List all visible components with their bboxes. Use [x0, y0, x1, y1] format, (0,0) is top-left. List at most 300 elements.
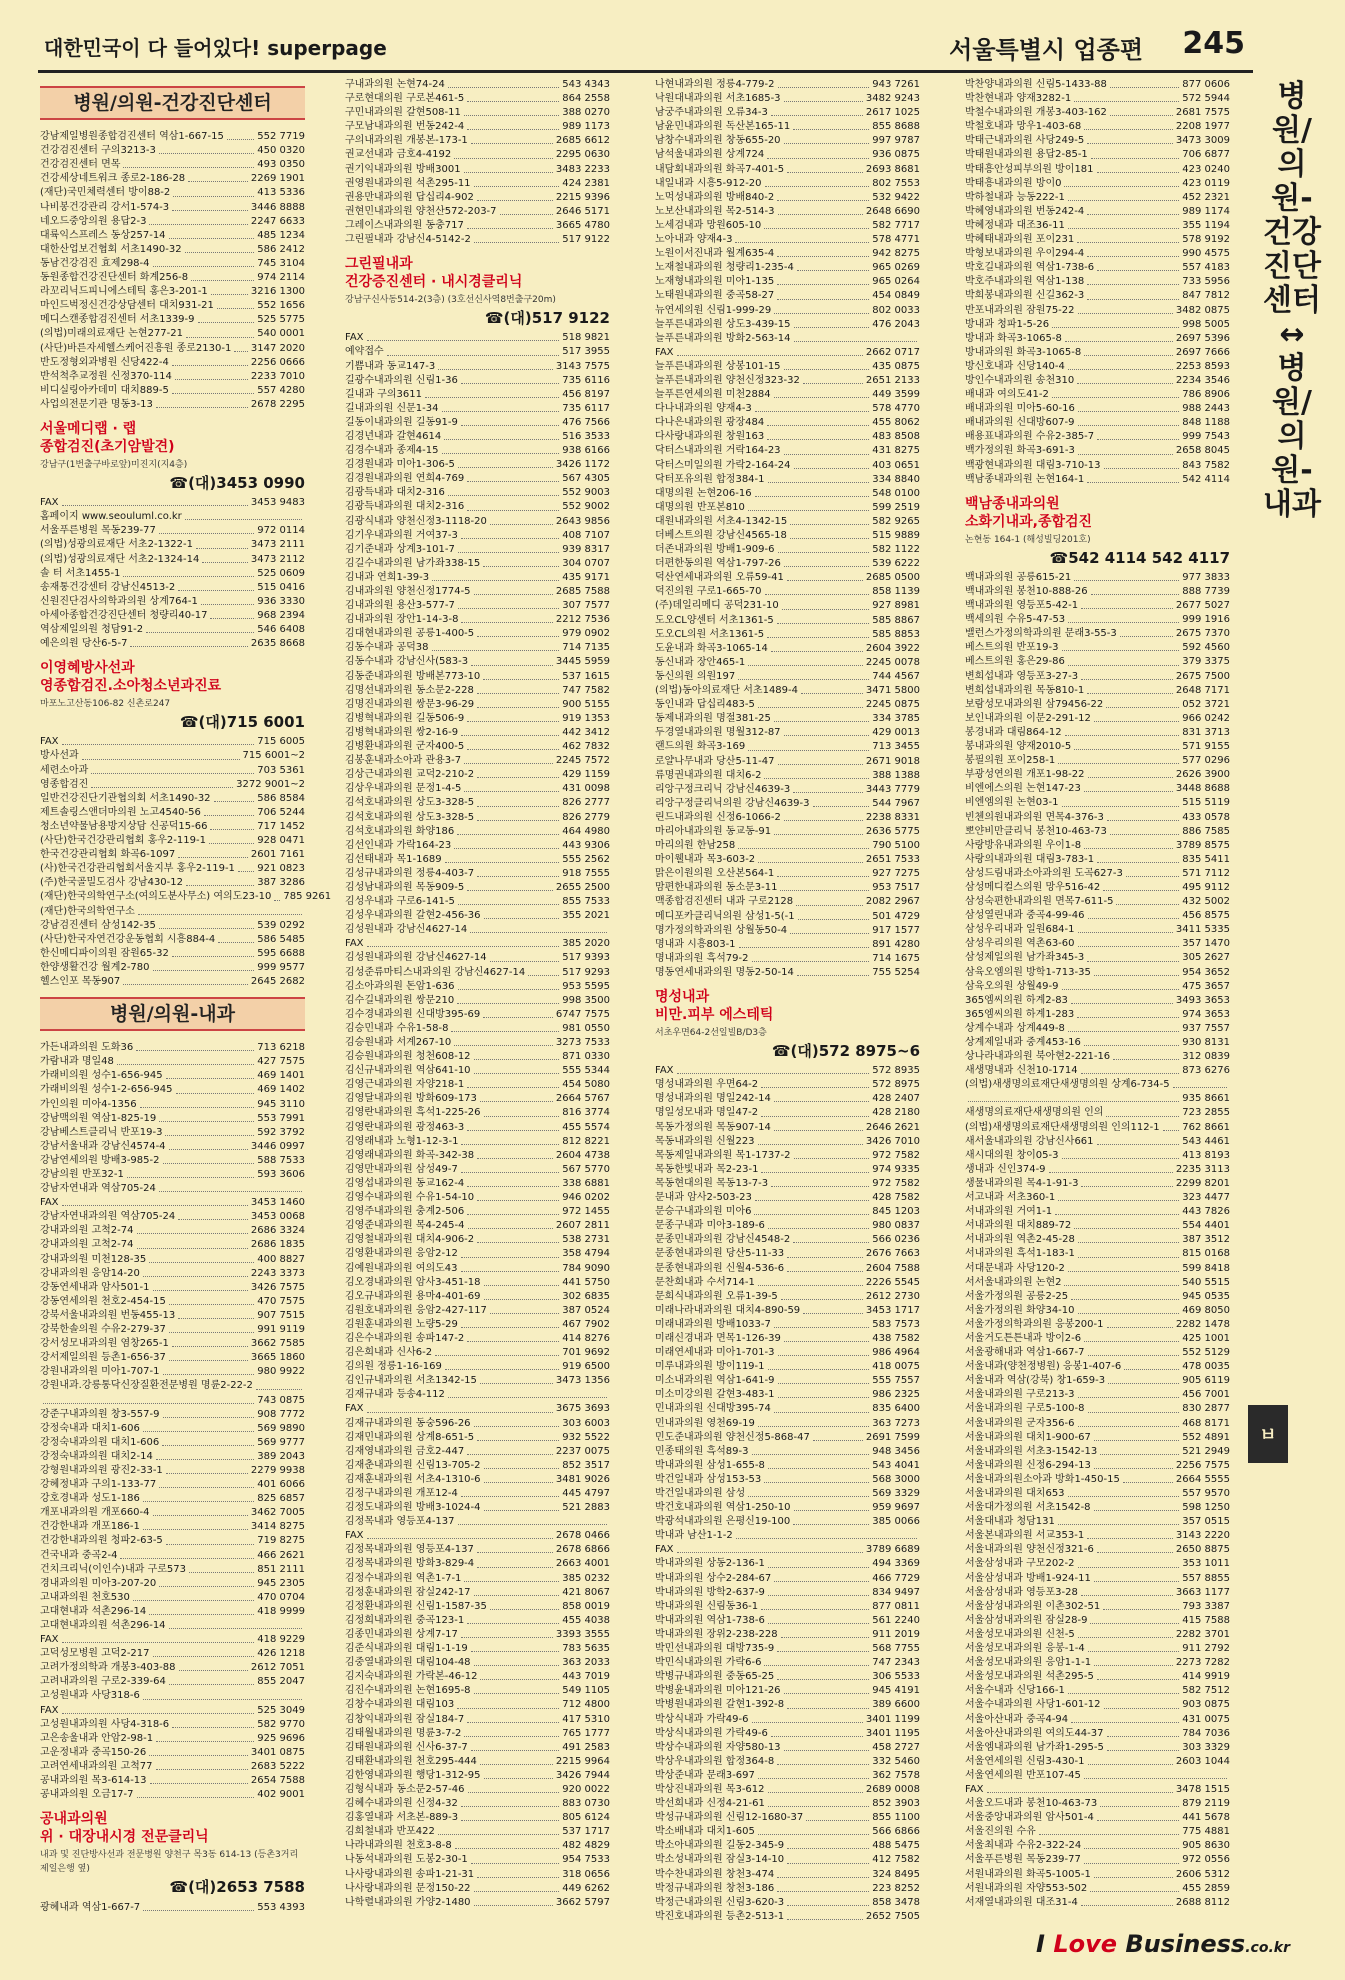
- leader-dots: [185, 510, 302, 520]
- listing-phone: 429 0013: [872, 727, 920, 739]
- listing-name: 박병규내과의원 중동65-25: [655, 1671, 775, 1683]
- listing-phone: 939 8317: [562, 543, 610, 555]
- listing-name: 서울성모내과의원 응암1-1-1: [965, 1657, 1092, 1669]
- leader-dots: [474, 1064, 560, 1074]
- leader-dots: [150, 1774, 248, 1784]
- leader-dots: [787, 1698, 869, 1708]
- listing-name: 문희식내과의원 오류1-39-5: [655, 1290, 778, 1302]
- page-header: [38, 26, 1253, 73]
- listing-name: (의법)새생명의료재단새생명의원 인의112-1: [965, 1121, 1160, 1133]
- listing-row: [40, 1210, 305, 1224]
- listing-row: [345, 233, 610, 247]
- listing-name: 미래내과의원 방배1033-7: [655, 1318, 771, 1330]
- listing-name: 365엠씨의원 하계2-83: [965, 994, 1068, 1006]
- leader-dots: [458, 599, 559, 609]
- listing-phone: 735 6116: [562, 374, 610, 386]
- listing-name: 미래나라내과의원 대치4-890-59: [655, 1304, 801, 1316]
- listing-row: [345, 1868, 610, 1882]
- leader-dots: [787, 1896, 869, 1906]
- listing-row: [40, 1069, 305, 1083]
- listing-phone: 744 4567: [872, 670, 920, 682]
- listing-name: 서울성모내과의원 응봉-1-4: [965, 1643, 1085, 1655]
- listing-row: [40, 1788, 305, 1802]
- leader-dots: [123, 567, 254, 577]
- listing-name: 남창수내과의원 창동655-20: [655, 135, 781, 147]
- listing-row: [40, 1450, 305, 1464]
- listing-phone: 877 0811: [872, 1600, 920, 1612]
- listing-phone: 2606 5312: [1175, 1868, 1230, 1880]
- leader-dots: [1120, 627, 1173, 637]
- listing-phone: 717 1452: [257, 820, 305, 832]
- listing-phone: 2612 7051: [250, 1662, 305, 1674]
- listing-name: 박소배내과 대치1-605: [655, 1826, 755, 1838]
- listing-name: 구민내과의원 갈현508-11: [345, 107, 461, 119]
- listing-row: [345, 1374, 610, 1388]
- leader-dots: [484, 1501, 560, 1511]
- listing-row: [655, 275, 920, 289]
- leader-dots: [120, 1549, 254, 1559]
- leader-dots: [768, 473, 870, 483]
- listing-row: [345, 684, 610, 698]
- listing-phone: 598 1250: [1182, 1502, 1230, 1514]
- listing-phone: 332 5460: [872, 1755, 920, 1767]
- listing-row: [655, 1684, 920, 1698]
- listing-name: 동남건강검진 효제298-4: [40, 257, 150, 269]
- listing-row: [40, 496, 305, 510]
- listing-name: (재단)한국의학연구소(여의도분사무소) 여의도23-10: [40, 891, 272, 903]
- leader-dots: [474, 1896, 553, 1906]
- listing-phone: 999 1916: [1182, 614, 1230, 626]
- listing-phone: 428 2180: [872, 1107, 920, 1119]
- listing-name: 서내과의원 거여1-1: [965, 1206, 1053, 1218]
- leader-dots: [758, 1417, 869, 1427]
- listing-phone: 2678 6866: [555, 1544, 610, 1556]
- listing-row: [345, 416, 610, 430]
- listing-row: [655, 1262, 920, 1276]
- listing-row: [345, 1092, 610, 1106]
- index-tab[interactable]: ㅂ: [1248, 1405, 1288, 1463]
- listing-name: 나사랑내과의원 문정150-22: [345, 1882, 471, 1894]
- leader-dots: [169, 1619, 302, 1629]
- listing-row: [965, 1797, 1230, 1811]
- listing-row: [965, 627, 1230, 641]
- leader-dots: [178, 848, 248, 858]
- leader-dots: [162, 1436, 254, 1446]
- listing-phone: 488 5475: [872, 1840, 920, 1852]
- listing-phone: 052 3721: [1182, 698, 1230, 710]
- leader-dots: [771, 642, 863, 652]
- listing-phone: 586 2412: [257, 243, 305, 255]
- listing-name: 서울오드내과 봉천10-463-73: [965, 1798, 1098, 1810]
- listing-name: 서울아산내과 중곡4-94: [965, 1713, 1069, 1725]
- leader-dots: [480, 1755, 553, 1765]
- leader-dots: [1173, 1078, 1227, 1088]
- leader-dots: [1084, 1769, 1227, 1779]
- leader-dots: [1081, 1896, 1173, 1906]
- listing-row: [345, 867, 610, 881]
- leader-dots: [793, 1515, 869, 1525]
- leader-dots: [467, 219, 553, 229]
- leader-dots: [764, 769, 869, 779]
- listing-row: [345, 1797, 610, 1811]
- listing-row: [965, 1177, 1230, 1191]
- listing-name: 삼육오의원 상월49-9: [965, 980, 1059, 992]
- leader-dots: [1084, 120, 1173, 130]
- listing-row: [345, 641, 610, 655]
- listing-row: [965, 1036, 1230, 1050]
- listing-name: 명일성모내과 명일47-2: [655, 1107, 759, 1119]
- leader-dots: [274, 890, 280, 900]
- listing-name: 도오CL의원 서초1361-5: [655, 628, 765, 640]
- listing-name: 기쁨내과 동교147-3: [345, 360, 436, 372]
- listing-phone: 387 3286: [257, 877, 305, 889]
- leader-dots: [191, 271, 254, 281]
- listing-phone: 2663 4001: [555, 1558, 610, 1570]
- listing-name: 김선인내과 가락164-23: [345, 839, 452, 851]
- listing-name: 박상우내과의원 합정364-8: [655, 1755, 775, 1767]
- listing-row: [40, 595, 305, 609]
- listing-name: 대륙익스프레스 동상257-14: [40, 229, 166, 241]
- leader-dots: [62, 1704, 255, 1714]
- listing-name: (의법)새생명의료재단새생명의원 상계6-734-5: [965, 1079, 1170, 1091]
- listing-row: [965, 1135, 1230, 1149]
- listing-phone: 943 7261: [872, 79, 920, 90]
- leader-dots: [1084, 346, 1173, 356]
- leader-dots: [153, 257, 255, 267]
- leader-dots: [483, 670, 559, 680]
- listing-name: 김재민내과의원 상계8-651-5: [345, 1431, 475, 1443]
- leader-dots: [1078, 1247, 1179, 1257]
- listing-row: [965, 1219, 1230, 1233]
- listing-row: [655, 755, 920, 769]
- leader-dots: [774, 1092, 869, 1102]
- listing-name: 가든내과의원 도화36: [40, 1042, 134, 1054]
- leader-dots: [777, 191, 869, 201]
- listing-name: 문종구내과 미아3-189-6: [655, 1220, 765, 1232]
- leader-dots: [202, 553, 248, 563]
- listing-phone: 458 2727: [872, 1741, 920, 1753]
- listing-row: [655, 1501, 920, 1515]
- listing-name: 서울푸른병원 목동239-77: [965, 1854, 1081, 1866]
- brand-domain: .co.kr: [1245, 1940, 1290, 1956]
- leader-dots: [159, 1577, 254, 1587]
- leader-dots: [471, 655, 553, 665]
- listing-name: 김형식내과 동소문2-57-46: [345, 1783, 465, 1795]
- listing-name: 노아내과 양재4-3: [655, 234, 733, 246]
- listing-name: 김재규내과 등송4-112: [345, 1389, 445, 1401]
- listing-row: [40, 1309, 305, 1323]
- leader-dots: [777, 1868, 869, 1878]
- leader-dots: [234, 342, 248, 352]
- listing-phone: 2612 2730: [865, 1290, 920, 1302]
- listing-phone: 585 8853: [872, 628, 920, 640]
- listing-phone: 546 6408: [257, 624, 305, 635]
- listing-phone: 426 1218: [257, 1648, 305, 1660]
- listing-row: [655, 120, 920, 134]
- listing-phone: 883 0730: [562, 1798, 610, 1810]
- listing-phone: 464 4980: [562, 825, 610, 837]
- listing-row: [965, 726, 1230, 740]
- listing-row: [40, 778, 305, 792]
- listing-phone: 972 7582: [872, 1149, 920, 1161]
- leader-dots: [186, 327, 254, 337]
- leader-dots: [477, 698, 559, 708]
- listing-phone: 2691 7599: [865, 1431, 920, 1443]
- listing-name: 강동연세의원 천호2-454-15: [40, 1295, 166, 1307]
- listing-row: [40, 890, 332, 904]
- leader-dots: [752, 1445, 870, 1455]
- leader-dots: [156, 1450, 254, 1460]
- listing-phone: 403 0651: [872, 459, 920, 471]
- listing-name: 서울엠내과의원 남가좌1-295-5: [965, 1741, 1104, 1753]
- listing-phone: 2651 7533: [865, 854, 920, 866]
- listing-phone: 2648 6690: [865, 205, 920, 217]
- listing-name: 부광성연의원 개포1-98-22: [965, 769, 1085, 781]
- listing-phone: 3482 0875: [1175, 304, 1230, 316]
- listing-phone: 855 8688: [872, 121, 920, 133]
- listing-phone: 852 3517: [562, 1459, 610, 1471]
- listing-name: (사단)한국자연건강운동협회 시흥884-4: [40, 933, 216, 945]
- listing-name: 민내과의원 영천69-19: [655, 1417, 755, 1429]
- leader-dots: [754, 1205, 869, 1215]
- listing-phone: 543 4041: [872, 1459, 920, 1471]
- listing-row: [655, 1177, 920, 1191]
- listing-phone: 825 6857: [257, 1493, 305, 1505]
- listing-phone: 537 1717: [562, 1826, 610, 1838]
- listing-name: 사랑방유내과의원 우이1-8: [965, 839, 1082, 851]
- listing-name: 박희봉내과의원 신길362-3: [965, 290, 1085, 302]
- listing-name: 김재춘내과의원 신림13-705-2: [345, 1459, 481, 1471]
- listing-name: 생물내과의원 목4-1-91-3: [965, 1177, 1079, 1189]
- ad-phone: ☎542 4114 542 4117: [1049, 548, 1230, 567]
- listing-phone: 2643 9856: [555, 515, 610, 527]
- listing-name: 박정규내과의원 창천3-186: [655, 1882, 775, 1894]
- listing-phone: 2604 3922: [865, 642, 920, 654]
- advertisement: [40, 420, 305, 493]
- listing-row: [655, 191, 920, 205]
- listing-name: 서울삼성내과 구모202-2: [965, 1558, 1075, 1570]
- listing-phone: 3473 1356: [555, 1375, 610, 1387]
- listing-phone: 786 8906: [1182, 389, 1230, 401]
- listing-row: [345, 1783, 610, 1797]
- leader-dots: [173, 186, 254, 196]
- listing-row: [40, 1295, 305, 1309]
- listing-phone: 388 1388: [872, 769, 920, 781]
- leader-dots: [768, 1219, 869, 1229]
- listing-phone: 2233 7010: [250, 370, 305, 382]
- listing-name: 대명의원 반포본810: [655, 501, 745, 513]
- listing-phone: 847 7812: [1182, 290, 1230, 302]
- listing-row: [345, 1684, 610, 1698]
- listing-name: 사업의전문기관 명동3-13: [40, 398, 153, 410]
- leader-dots: [1107, 1727, 1180, 1737]
- listing-phone: 2295 0630: [555, 149, 610, 161]
- listing-phone: 3443 7779: [865, 783, 920, 795]
- listing-name: 밸런스가정의학과의원 문래3-55-3: [965, 628, 1117, 640]
- leader-dots: [758, 1135, 863, 1145]
- leader-dots: [761, 1600, 869, 1610]
- listing-row: [40, 1746, 305, 1760]
- listing-row: [345, 1121, 610, 1135]
- listing-row: [965, 402, 1230, 416]
- listing-name: 길동이내과의원 길동91-9: [345, 416, 458, 428]
- listing-phone: 706 6877: [1182, 149, 1230, 161]
- listing-row: [655, 78, 920, 92]
- listing-row: [655, 1642, 920, 1656]
- listing-name: 서울내과의원 군자356-6: [965, 1417, 1075, 1429]
- leader-dots: [467, 1713, 559, 1723]
- listing-name: 김오경내과의원 암사3-451-18: [345, 1276, 481, 1288]
- listing-name: 박상식내과의원 가락49-6: [655, 1727, 768, 1739]
- listing-name: 고은송울내과 안암2-98-1: [40, 1732, 154, 1744]
- leader-dots: [1078, 444, 1173, 454]
- listing-name: 마이웰내과 목3-603-2: [655, 854, 756, 866]
- listing-phone: 567 4305: [562, 473, 610, 485]
- leader-dots: [468, 1783, 560, 1793]
- listing-phone: 2279 9938: [250, 1464, 305, 1476]
- listing-phone: 2282 1478: [1175, 1318, 1230, 1330]
- listing-name: 길내과 구의3611: [345, 388, 422, 400]
- listing-row: [965, 966, 1230, 980]
- listing-row: [965, 923, 1230, 937]
- listing-name: 목동제일내과의원 목1-1737-2: [655, 1149, 791, 1161]
- listing-name: 박찬양내과의원 신림5-1433-88: [965, 79, 1107, 90]
- listing-row: [965, 1022, 1230, 1036]
- listing-row: [655, 910, 920, 924]
- listing-name: 상계제일내과 중계453-16: [965, 1037, 1081, 1048]
- leader-dots: [137, 1224, 248, 1234]
- leader-dots: [1039, 1825, 1179, 1835]
- leader-dots: [778, 1374, 870, 1384]
- listing-name: 배내과 여의도41-2: [965, 389, 1049, 401]
- listing-name: 서울성모내과의원 석촌295-5: [965, 1671, 1094, 1683]
- leader-dots: [1062, 1149, 1180, 1159]
- listing-phone: 972 0556: [1182, 1854, 1230, 1866]
- listing-row: [345, 1431, 610, 1445]
- leader-dots: [201, 595, 254, 605]
- listing-name: 김영준내과의원 목4-245-4: [345, 1220, 465, 1232]
- leader-dots: [179, 1661, 248, 1671]
- leader-dots: [796, 895, 863, 905]
- listing-row: [655, 726, 920, 740]
- listing-phone: 999 9577: [257, 961, 305, 973]
- listing-phone: 979 0902: [562, 628, 610, 640]
- listing-phone: 2650 8875: [1175, 1544, 1230, 1556]
- listing-row: [40, 820, 305, 834]
- listing-row: [345, 1262, 610, 1276]
- leader-dots: [136, 1041, 254, 1051]
- listing-row: [40, 567, 305, 581]
- listing-phone: 2247 6633: [250, 215, 305, 227]
- leader-dots: [438, 360, 553, 370]
- listing-name: 방사선과: [40, 750, 79, 762]
- listing-phone: 324 8495: [872, 1868, 920, 1880]
- listing-row: [40, 1492, 305, 1506]
- listing-row: [655, 557, 920, 571]
- leader-dots: [461, 1811, 559, 1821]
- leader-dots: [467, 740, 559, 750]
- listing-phone: 552 1656: [257, 300, 305, 312]
- leader-dots: [767, 148, 869, 158]
- listing-phone: 2635 8668: [250, 638, 305, 650]
- leader-dots: [768, 1797, 869, 1807]
- listing-name: 건국내과 중곡2-4: [40, 1549, 118, 1561]
- listing-phone: 908 7772: [257, 1408, 305, 1420]
- listing-phone: 572 8975: [872, 1079, 920, 1091]
- listing-name: 김진수내과의원 논현1695-8: [345, 1685, 471, 1697]
- listing-name: 상나라내과의원 북아현2-221-16: [965, 1051, 1111, 1063]
- leader-dots: [140, 1098, 255, 1108]
- listing-name: 서울대가정의원 서초1542-8: [965, 1502, 1091, 1514]
- leader-dots: [787, 1839, 869, 1849]
- listing-name: 박하철내과 능동222-1: [965, 191, 1065, 203]
- listing-row: [40, 370, 305, 384]
- listing-name: 맑은이원의원 오산본564-1: [655, 868, 775, 880]
- listing-name: 박내과 남산1-1-2: [655, 1530, 733, 1542]
- leader-dots: [1065, 726, 1180, 736]
- leader-dots: [474, 1684, 560, 1694]
- listing-phone: 312 0839: [1182, 1051, 1230, 1063]
- leader-dots: [143, 1422, 254, 1432]
- listing-name: 김길수내과의원 남가좌338-15: [345, 557, 481, 569]
- listing-row: [965, 1276, 1230, 1290]
- listing-row: [40, 1267, 305, 1281]
- listing-row: [965, 1642, 1230, 1656]
- listing-phone: 905 8630: [1182, 1840, 1230, 1852]
- leader-dots: [1081, 1064, 1180, 1074]
- leader-dots: [1078, 1304, 1180, 1314]
- listing-phone: 553 7991: [257, 1112, 305, 1124]
- listing-name: 서울삼성내과 방배1-924-11: [965, 1572, 1091, 1584]
- listing-phone: 586 8584: [257, 792, 305, 804]
- listing-row: [655, 1149, 920, 1163]
- listing-name: 건치크리닉(이인수)내과 구로573: [40, 1563, 186, 1575]
- listing-name: 마리의원 한남258: [655, 840, 736, 852]
- listing-row: [655, 1614, 920, 1628]
- listing-phone: 586 5485: [257, 933, 305, 945]
- leader-dots: [1100, 1445, 1179, 1455]
- listing-phone: 3414 8275: [250, 1521, 305, 1533]
- listing-row: [655, 966, 920, 980]
- listing-row: [655, 1825, 920, 1839]
- listing-name: 강원내과.강릉통닥신장질환전문병원 명륜2-22-2: [40, 1380, 253, 1392]
- listing-phone: 723 2855: [1182, 1107, 1230, 1119]
- listing-name: 반도정형외과병원 신당422-4: [40, 356, 169, 368]
- leader-dots: [467, 472, 559, 482]
- listing-phone: 2604 4738: [555, 1149, 610, 1161]
- listing-name: 보인내과의원 이문2-291-12: [965, 712, 1091, 724]
- leader-dots: [748, 656, 863, 666]
- leader-dots: [787, 571, 863, 581]
- listing-row: [965, 1614, 1230, 1628]
- listing-row: [345, 1135, 610, 1149]
- listing-name: 다나은내과의원 광장484: [655, 417, 765, 429]
- listing-row: [345, 1698, 610, 1712]
- listing-phone: 577 0296: [1182, 755, 1230, 767]
- leader-dots: [176, 1083, 255, 1093]
- listing-phone: 953 7517: [872, 882, 920, 894]
- listing-row: [965, 1586, 1230, 1600]
- leader-dots: [159, 919, 254, 929]
- listing-row: [655, 1064, 920, 1078]
- listing-row: [40, 342, 305, 356]
- listing-row: [345, 1811, 610, 1825]
- leader-dots: [1081, 1586, 1173, 1596]
- listing-name: 맘편한내과의원 동소문3-11: [655, 882, 778, 894]
- listing-phone: 493 0350: [257, 159, 305, 171]
- leader-dots: [777, 614, 870, 624]
- listing-phone: 945 2305: [257, 1577, 305, 1589]
